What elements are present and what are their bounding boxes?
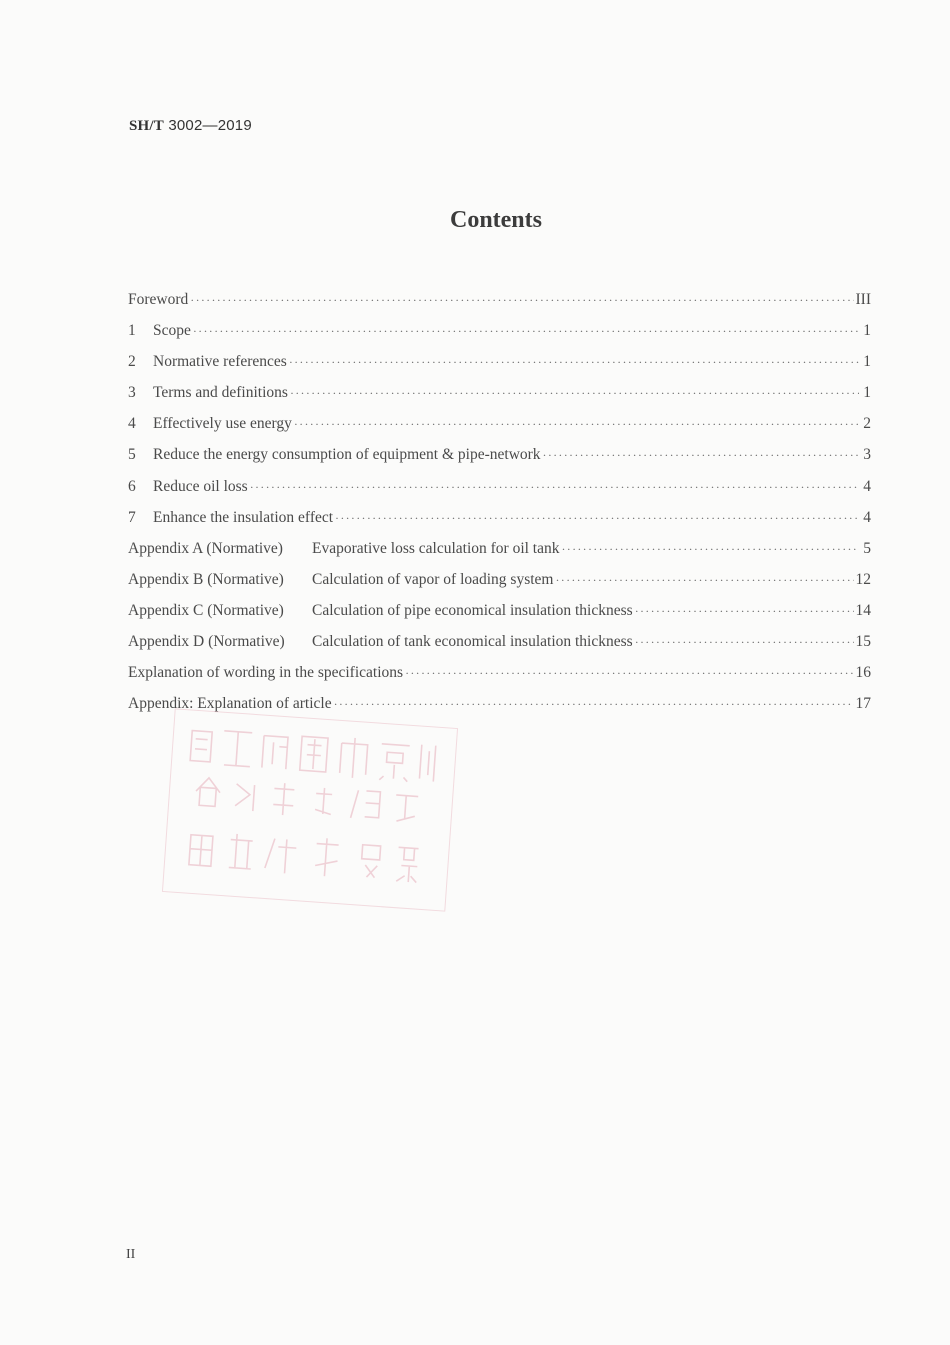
red-stamp-seal xyxy=(162,708,458,911)
toc-entry-page: 3 xyxy=(863,446,871,464)
toc-leader-dots xyxy=(289,355,859,370)
toc-entry-page: 1 xyxy=(863,353,871,371)
toc-entry-number: 3 xyxy=(128,384,136,402)
toc-entry-title: Calculation of tank economical insulation thickness xyxy=(312,633,633,651)
toc-entry[interactable] xyxy=(128,384,871,415)
toc-entry-page: 14 xyxy=(855,601,871,619)
toc-entry[interactable] xyxy=(128,664,871,695)
toc-entry-number: 5 xyxy=(128,446,136,464)
toc-leader-dots xyxy=(562,542,860,557)
toc-entry[interactable] xyxy=(128,571,871,602)
toc-entry-title: Scope xyxy=(153,322,191,340)
toc-entry-number: 6 xyxy=(128,477,136,495)
toc-entry-title: Reduce the energy consumption of equipment & pipe-network xyxy=(153,446,541,464)
toc-entry-title: Appendix: Explanation of article xyxy=(128,695,332,713)
toc-entry[interactable] xyxy=(128,415,871,446)
toc-entry-page: 4 xyxy=(863,477,871,495)
document-header xyxy=(129,117,252,135)
toc-entry-title: Calculation of vapor of loading system xyxy=(312,570,554,588)
toc-entry[interactable] xyxy=(128,478,871,509)
toc-entry[interactable] xyxy=(128,540,871,571)
toc-entry[interactable] xyxy=(128,446,871,477)
toc-entry-appendix-label: Appendix A (Normative) xyxy=(128,539,283,557)
page-title: Contents xyxy=(449,207,542,233)
toc-entry-page: 4 xyxy=(863,508,871,526)
toc-entry-number: 2 xyxy=(128,353,136,371)
toc-entry-page: III xyxy=(855,291,871,308)
toc-entry-appendix-label: Appendix D (Normative) xyxy=(128,633,285,651)
toc-entry[interactable] xyxy=(128,509,871,540)
standard-prefix: SH/T xyxy=(129,118,164,134)
toc-entry-title: Foreword xyxy=(128,291,189,308)
toc-entry-title: Enhance the insulation effect xyxy=(153,508,334,526)
toc-entry[interactable] xyxy=(128,602,871,633)
toc-entry-number: 4 xyxy=(128,415,136,433)
toc-entry[interactable] xyxy=(128,353,871,384)
toc-entry-title: Explanation of wording in the specifications xyxy=(128,664,404,682)
toc-entry-title: Terms and definitions xyxy=(153,384,288,402)
toc-entry-page: 1 xyxy=(863,384,871,402)
toc-entry-title: Evaporative loss calculation for oil tank xyxy=(312,539,560,557)
toc-leader-dots xyxy=(635,604,854,619)
toc-leader-dots xyxy=(294,417,859,432)
toc-leader-dots xyxy=(193,324,859,339)
toc-entry-page: 2 xyxy=(863,415,871,433)
toc-entry-number: 1 xyxy=(128,322,136,340)
toc-leader-dots xyxy=(556,573,854,588)
toc-entry[interactable] xyxy=(128,291,871,322)
toc-entry-page: 1 xyxy=(863,322,871,340)
stamp-graphic xyxy=(163,709,457,910)
toc-entry-page: 16 xyxy=(855,664,871,682)
toc-entry-page: 15 xyxy=(855,633,871,651)
toc-entry[interactable] xyxy=(128,322,871,353)
toc-entry-number: 7 xyxy=(128,508,136,526)
toc-entry-appendix-label: Appendix C (Normative) xyxy=(128,601,284,619)
toc-entry-title: Effectively use energy xyxy=(153,415,292,433)
toc-entry-page: 5 xyxy=(863,539,871,557)
toc-entry-title: Reduce oil loss xyxy=(153,477,248,495)
toc-leader-dots xyxy=(335,511,859,526)
toc-entry[interactable] xyxy=(128,633,871,664)
toc-leader-dots xyxy=(334,697,854,712)
toc-entry-page: 17 xyxy=(855,695,871,713)
toc-leader-dots xyxy=(405,666,853,681)
toc-leader-dots xyxy=(290,386,859,401)
toc-entry-appendix-label: Appendix B (Normative) xyxy=(128,570,284,588)
table-of-contents xyxy=(128,291,871,726)
toc-entry-page: 12 xyxy=(855,570,871,588)
toc-entry-title: Calculation of pipe economical insulation thickness xyxy=(312,601,633,619)
toc-entry-title: Normative references xyxy=(153,353,287,371)
toc-leader-dots xyxy=(250,480,859,495)
toc-leader-dots xyxy=(543,448,859,463)
toc-leader-dots xyxy=(635,635,854,650)
standard-number: 3002—2019 xyxy=(163,117,252,134)
toc-leader-dots xyxy=(190,293,853,308)
page-number: II xyxy=(126,1247,136,1262)
